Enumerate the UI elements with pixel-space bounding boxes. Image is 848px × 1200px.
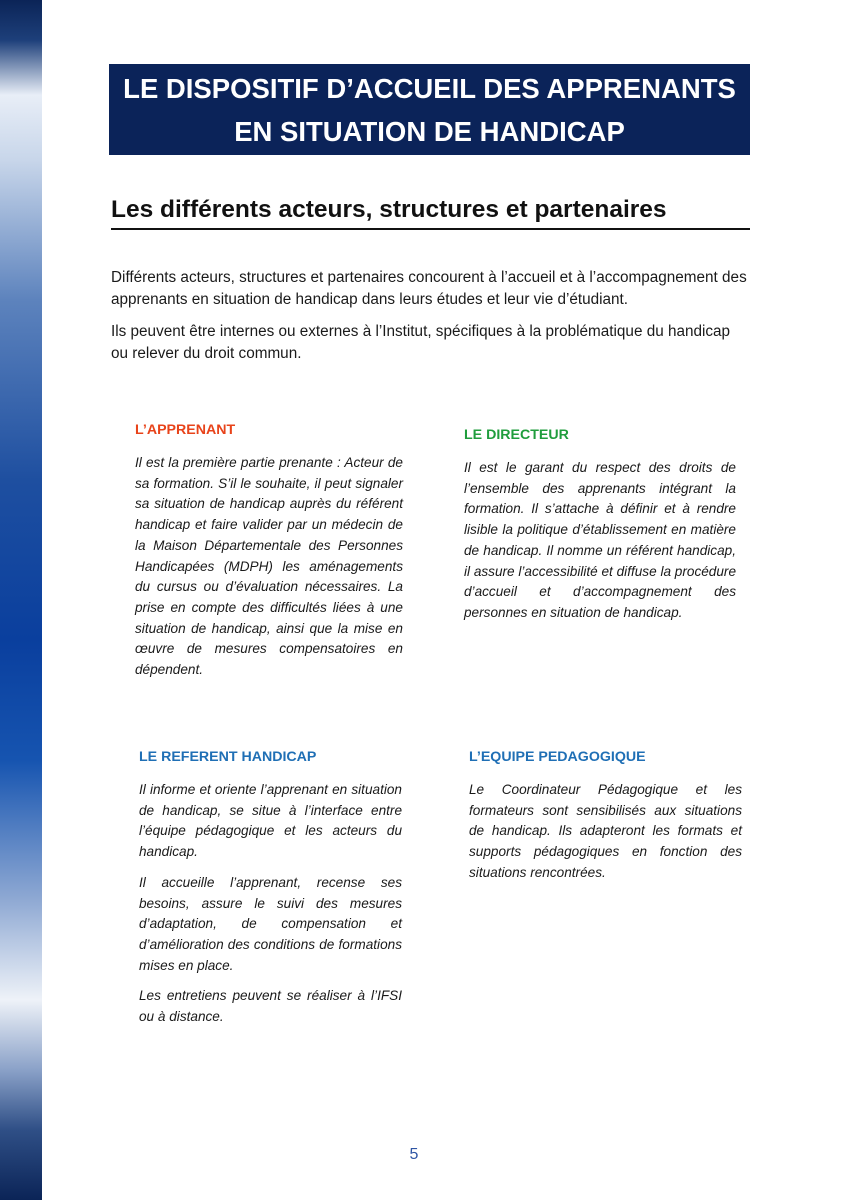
section-heading: Les différents acteurs, structures et partenaires bbox=[111, 196, 750, 230]
page-title-line-2: EN SITUATION DE HANDICAP bbox=[234, 115, 625, 147]
card-paragraph: Il accueille l’apprenant, recense ses besoins, assure le suivi des mesures d’adaptation, de compensation et d’amélioration des conditions de formations mises en place. bbox=[139, 874, 402, 973]
card-body-directeur: Il est le garant du respect des droits de l’ensemble des apprenants intégrant la formation. Il s’attache à définir et à rendre lisible la politique d’établissement en matière de handicap. Il nomme un référent handicap, il assure l’accessibilité et diffuse la procédure d’accueil et d’accompagnement des personnes en situation de handicap. bbox=[464, 460, 737, 620]
card-title-apprenant: L’APPRENANT bbox=[135, 422, 236, 438]
card-body-referent bbox=[139, 780, 402, 1038]
card-paragraph: Il informe et oriente l’apprenant en situation de handicap, se situe à l’interface entre l’équipe pédagogique et les acteurs du handicap. bbox=[139, 782, 402, 860]
intro-text bbox=[111, 267, 750, 375]
card-body-apprenant: Il est la première partie prenante : Acteur de sa formation. S’il le souhaite, il peut signaler sa situation de handicap auprès du référent handicap et faire valider par un médecin de la Maison Départementale des Personnes Handicapées (MDPH) les aménagements du cursus ou d’évaluation nécessaires. La prise en compte des difficultés liées à une situation de handicap, ainsi que la mise en œuvre de mesures compensatoires en dépendent. bbox=[135, 455, 403, 678]
card-body-equipe: Le Coordinateur Pédagogique et les formateurs sont sensibilisés aux situations de handicap. Ils adapteront les formats et supports pédagogiques en fonction des situations rencontrées. bbox=[469, 782, 742, 880]
page-number: 5 bbox=[409, 1146, 419, 1163]
page-title-banner bbox=[109, 64, 750, 155]
card-title-referent: LE REFERENT HANDICAP bbox=[139, 749, 317, 765]
card-title-directeur: LE DIRECTEUR bbox=[464, 427, 569, 443]
intro-paragraph: Différents acteurs, structures et partenaires concourent à l’accueil et à l’accompagnement des apprenants en situation de handicap dans leurs études et leur vie d’étudiant. bbox=[111, 269, 747, 308]
decorative-side-band bbox=[0, 0, 42, 1200]
card-title-equipe: L’EQUIPE PEDAGOGIQUE bbox=[469, 749, 646, 765]
card-paragraph: Les entretiens peuvent se réaliser à l’IFSI ou à distance. bbox=[139, 988, 402, 1025]
intro-paragraph: Ils peuvent être internes ou externes à l’Institut, spécifiques à la problématique du handicap ou relever du droit commun. bbox=[111, 323, 731, 362]
page-title-line-1: LE DISPOSITIF D’ACCUEIL DES APPRENANTS bbox=[123, 72, 736, 104]
